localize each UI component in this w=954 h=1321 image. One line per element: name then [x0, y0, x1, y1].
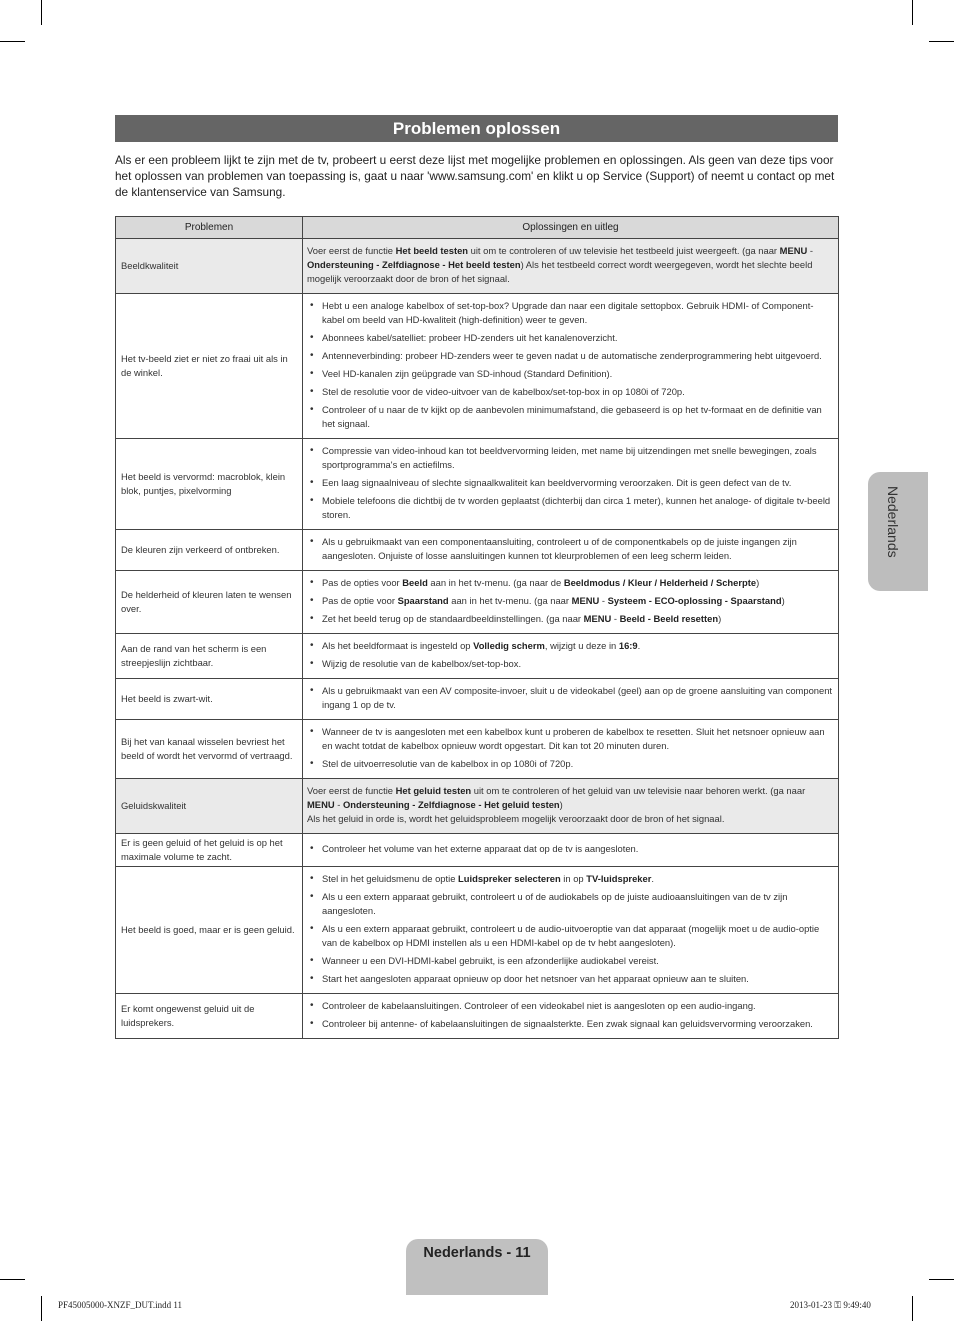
solution-item: • Stel de uitvoerresolutie van de kabelbox in op 1080i of 720p. — [307, 757, 834, 771]
solution-item: • Wanneer u een DVI-HDMI-kabel gebruikt, is een afzonderlijke audiokabel vereist. — [307, 954, 834, 968]
solution-cell — [303, 994, 839, 1039]
solution-item: • Zet het beeld terug op de standaardbeeldinstellingen. (ga naar MENU - Beeld - Beeld resetten) — [307, 612, 834, 626]
solution-list — [307, 444, 834, 522]
solution-list — [307, 872, 834, 986]
troubleshooting-table — [115, 216, 839, 1039]
table-row — [116, 439, 839, 530]
intro-paragraph: Als er een probleem lijkt te zijn met de tv, probeert u eerst deze lijst met mogelijke problemen en oplossingen. Als geen van deze tips voor het oplossen van problemen van toepassing is, gaat u naar 'www.samsung.com' en klikt u op Service (Support) of neemt u contact op met de klantenservice van Samsung. — [115, 153, 835, 199]
solution-item: • Als u een extern apparaat gebruikt, controleert u of de audiokabels op de juiste audioaansluitingen van de tv zijn aangesloten. — [307, 890, 834, 918]
table-row — [116, 571, 839, 634]
problem-cell: Beeldkwaliteit — [116, 239, 303, 294]
solution-list — [307, 299, 834, 431]
crop-mark — [41, 1296, 42, 1321]
problem-cell: Het beeld is zwart-wit. — [116, 679, 303, 720]
solution-list — [307, 535, 834, 563]
solution-item: • Antenneverbinding: probeer HD-zenders weer te geven nadat u de automatische zenderprogrammering hebt uitgevoerd. — [307, 349, 834, 363]
table-header-row — [116, 217, 839, 239]
table-row — [116, 994, 839, 1039]
solution-item: • Compressie van video-inhoud kan tot beeldvervorming leiden, met name bij uitzendingen met snelle bewegingen, zoals sportprogramma's en actiefilms. — [307, 444, 834, 472]
page-number-tab — [406, 1239, 548, 1295]
problem-cell: Het beeld is goed, maar er is geen geluid. — [116, 867, 303, 994]
solution-list — [307, 725, 834, 771]
page-title: Problemen oplossen — [115, 115, 838, 142]
table-row — [116, 779, 839, 834]
solution-item: • Mobiele telefoons die dichtbij de tv worden geplaatst (dichterbij dan circa 1 meter), kunnen het analoge- of digitale tv-beeld storen. — [307, 494, 834, 522]
problem-cell: Het beeld is vervormd: macroblok, klein blok, puntjes, pixelvorming — [116, 439, 303, 530]
crop-mark — [0, 1279, 25, 1280]
solution-cell — [303, 439, 839, 530]
solution-text: Voer eerst de functie Het geluid testen uit om te controleren of het geluid van uw televisie naar behoren werkt. (ga naar MENU - Ondersteuning - Zelfdiagnose - Het geluid testen) Als het geluid in orde is, wordt het geluidsprobleem mogelijk veroorzaakt door de bron of het signaal. — [307, 785, 806, 824]
solution-cell — [303, 239, 839, 294]
solution-text: Voer eerst de functie Het beeld testen uit om te controleren of uw televisie het testbeeld juist weergeeft. (ga naar MENU - Ondersteuning - Zelfdiagnose - Het beeld testen) Als het testbeeld correct wordt weergegeven, wordt het slechte beeld mogelijk veroorzaakt door de bron of het signaal. — [307, 245, 814, 284]
solution-cell — [303, 634, 839, 679]
solution-item: • Controleer bij antenne- of kabelaansluitingen de signaalsterkte. Een zwak signaal kan geluidsvervorming veroorzaken. — [307, 1017, 834, 1031]
solution-item: • Start het aangesloten apparaat opnieuw op door het netsnoer van het apparaat opnieuw aan te sluiten. — [307, 972, 834, 986]
solution-cell — [303, 834, 839, 867]
crop-mark — [929, 41, 954, 42]
language-side-tab — [868, 472, 928, 591]
solution-cell — [303, 779, 839, 834]
problem-cell: Er komt ongewenst geluid uit de luidsprekers. — [116, 994, 303, 1039]
page-number-label: Nederlands - 11 — [423, 1245, 531, 1261]
solution-list — [307, 999, 834, 1031]
solution-cell — [303, 294, 839, 439]
solution-item: • Controleer het volume van het externe apparaat dat op de tv is aangesloten. — [307, 842, 834, 856]
solution-item: • Veel HD-kanalen zijn geüpgrade van SD-inhoud (Standard Definition). — [307, 367, 834, 381]
solution-list — [307, 576, 834, 626]
solution-item: • Controleer de kabelaansluitingen. Controleer of een videokabel niet is aangesloten op een audio-ingang. — [307, 999, 834, 1013]
header-problems: Problemen — [116, 217, 303, 239]
problem-cell: Geluidskwaliteit — [116, 779, 303, 834]
solution-item: • Als u een extern apparaat gebruikt, controleert u de audio-uitvoeroptie van dat apparaat (mogelijk moet u de audio-optie van de kabelbox op HDMI instellen als u een HDMI-kabel op de tv hebt aangesloten). — [307, 922, 834, 950]
solution-item: • Wanneer de tv is aangesloten met een kabelbox kunt u proberen de kabelbox te resetten. Sluit het netsnoer opnieuw aan en wacht totdat de kabelbox opnieuw wordt opgestart. Dit kan tot 20 minuten duren. — [307, 725, 834, 753]
footer-filename: PF45005000-XNZF_DUT.indd 11 — [58, 1300, 183, 1310]
crop-mark — [41, 0, 42, 25]
table-row — [116, 239, 839, 294]
solution-list — [307, 639, 834, 671]
footer-timestamp: 2013-01-23 ⚿ 9:49:40 — [790, 1300, 871, 1310]
problem-cell: De kleuren zijn verkeerd of ontbreken. — [116, 530, 303, 571]
solution-cell — [303, 530, 839, 571]
table-row — [116, 867, 839, 994]
solution-cell — [303, 720, 839, 779]
solution-item: • Pas de opties voor Beeld aan in het tv-menu. (ga naar de Beeldmodus / Kleur / Helderheid / Scherpte) — [307, 576, 834, 590]
solution-item: • Pas de optie voor Spaarstand aan in het tv-menu. (ga naar MENU - Systeem - ECO-oplossing - Spaarstand) — [307, 594, 834, 608]
problem-cell: Bij het van kanaal wisselen bevriest het beeld of wordt het vervormd of vertraagd. — [116, 720, 303, 779]
problem-cell: Aan de rand van het scherm is een streepjeslijn zichtbaar. — [116, 634, 303, 679]
solution-item: • Hebt u een analoge kabelbox of set-top-box? Upgrade dan naar een digitale settopbox. Gebruik HDMI- of Component-kabel om beeld van HD-kwaliteit (high-definition) weer te geven. — [307, 299, 834, 327]
solution-item: • Controleer of u naar de tv kijkt op de aanbevolen minimumafstand, die gebaseerd is op het tv-formaat en de definitie van het signaal. — [307, 403, 834, 431]
problem-cell: Er is geen geluid of het geluid is op het maximale volume te zacht. — [116, 834, 303, 867]
table-row — [116, 634, 839, 679]
solution-list — [307, 842, 834, 856]
crop-mark — [0, 41, 25, 42]
solution-item: • Als u gebruikmaakt van een componentaansluiting, controleert u of de componentkabels op de juiste ingangen zijn aangesloten. Onjuiste of losse aansluitingen kunnen tot kleurproblemen of een leeg scherm leiden. — [307, 535, 834, 563]
solution-item: • Als u gebruikmaakt van een AV composite-invoer, sluit u de videokabel (geel) aan op de groene aansluiting van component ingang 1 op de tv. — [307, 684, 834, 712]
solution-cell — [303, 571, 839, 634]
header-solutions: Oplossingen en uitleg — [303, 217, 839, 239]
solution-item: • Een laag signaalniveau of slechte signaalkwaliteit kan beeldvervorming veroorzaken. Dit is geen defect van de tv. — [307, 476, 834, 490]
solution-cell — [303, 867, 839, 994]
solution-cell — [303, 679, 839, 720]
side-tab-label: Nederlands — [885, 486, 901, 558]
table-row — [116, 834, 839, 867]
solution-item: • Stel in het geluidsmenu de optie Luidspreker selecteren in op TV-luidspreker. — [307, 872, 834, 886]
crop-mark — [929, 1279, 954, 1280]
solution-item: • Wijzig de resolutie van de kabelbox/set-top-box. — [307, 657, 834, 671]
crop-mark — [912, 1296, 913, 1321]
table-row — [116, 294, 839, 439]
crop-mark — [912, 0, 913, 25]
solution-list — [307, 684, 834, 712]
table-row — [116, 720, 839, 779]
problem-cell: De helderheid of kleuren laten te wensen over. — [116, 571, 303, 634]
solution-item: • Stel de resolutie voor de video-uitvoer van de kabelbox/set-top-box in op 1080i of 720p. — [307, 385, 834, 399]
problem-cell: Het tv-beeld ziet er niet zo fraai uit als in de winkel. — [116, 294, 303, 439]
table-row — [116, 679, 839, 720]
solution-item: • Abonnees kabel/satelliet: probeer HD-zenders uit het kanalenoverzicht. — [307, 331, 834, 345]
table-row — [116, 530, 839, 571]
solution-item: • Als het beeldformaat is ingesteld op Volledig scherm, wijzigt u deze in 16:9. — [307, 639, 834, 653]
table-body — [116, 239, 839, 1039]
